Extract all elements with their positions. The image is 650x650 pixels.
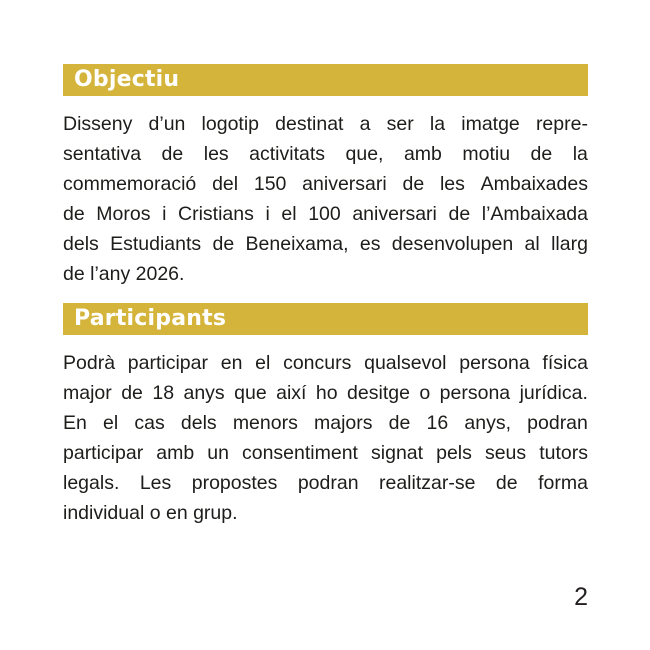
text-line: major de 18 anys que així ho desitge o persona jurídica. — [63, 382, 588, 404]
text-line: commemoració del 150 aniversari de les Ambaixades — [63, 173, 588, 195]
text-line: de l’any 2026. — [63, 263, 185, 285]
text-line: Podrà participar en el concurs qualsevol persona física — [63, 352, 588, 374]
text-line: individual o en grup. — [63, 502, 238, 524]
section-heading-objectiu: Objectiu — [63, 64, 588, 96]
section-heading-participants: Participants — [63, 303, 588, 335]
section-body-objectiu — [63, 109, 588, 289]
text-line: dels Estudiants de Beneixama, es desenvolupen al llarg — [63, 233, 588, 255]
text-line: Disseny d’un logotip destinat a ser la imatge repre- — [63, 113, 588, 135]
page-content — [63, 64, 588, 528]
text-line: sentativa de les activitats que, amb motiu de la — [63, 143, 588, 165]
text-line: legals. Les propostes podran realitzar-se de forma — [63, 472, 588, 494]
text-line: En el cas dels menors majors de 16 anys, podran — [63, 412, 588, 434]
text-line: participar amb un consentiment signat pels seus tutors — [63, 442, 588, 464]
page-number: 2 — [574, 583, 588, 611]
text-line: de Moros i Cristians i el 100 aniversari de l’Ambaixada — [63, 203, 588, 225]
section-body-participants — [63, 348, 588, 528]
